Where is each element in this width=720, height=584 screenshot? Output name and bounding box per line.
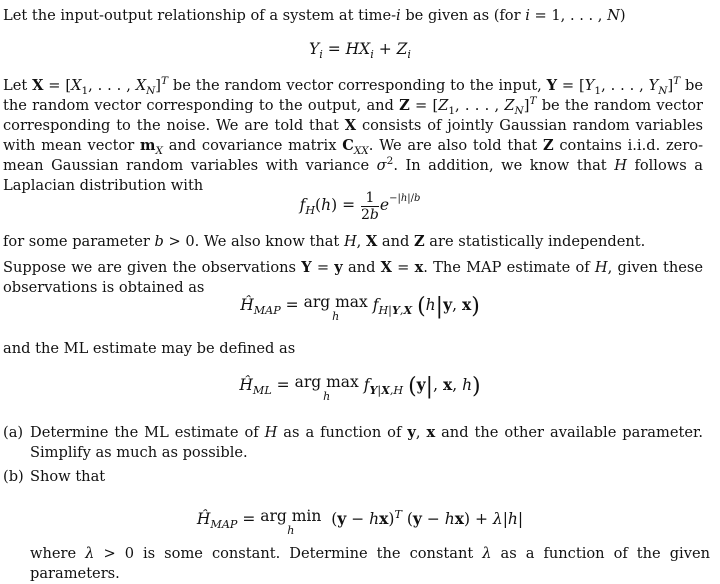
part-b-text: Show that bbox=[30, 468, 106, 485]
intro-text: Let the input-output relationship of a system at time-i be given as (for i = 1, . . . , N) bbox=[3, 7, 626, 24]
equation-map: $Ĥ_{MAP}$ = arg max h $f_{H|Y,X}$ (h|y, x) bbox=[240, 293, 480, 323]
intro-plain bbox=[0, 0, 1, 1]
eq-model-expr: $Y_i = HX_i + Z_i$ bbox=[309, 40, 411, 62]
intro-paragraph bbox=[3, 6, 703, 26]
part-a-label: (a) bbox=[3, 424, 24, 441]
equation-map-min: $Ĥ_{MAP}$ = arg min h (y − hx)$^T$ (y − hx) + λ|h| bbox=[196, 507, 524, 537]
part-a-text: Determine the ML estimate of H as a function of y, x and the other available parameter. Simplify as much as possible. bbox=[30, 424, 703, 461]
conclusion-paragraph: where λ > 0 is some constant. Determine the constant λ as a function of the given parameters. bbox=[30, 545, 711, 582]
part-b bbox=[3, 467, 703, 487]
equation-ml: $Ĥ_{ML}$ = arg max h $f_{Y|X,H}$ (y|, x, h) bbox=[239, 373, 481, 403]
param-condition-paragraph: for some parameter b > 0. We also know that H, X and Z are statistically independent. bbox=[3, 233, 646, 250]
equation-model bbox=[0, 38, 720, 60]
fraction: $\frac{1}{2b}$ bbox=[360, 189, 379, 223]
part-b-label: (b) bbox=[3, 468, 24, 485]
equation-laplace: $f_H(h)$ = $\frac{1}{2b}$ $e^{-|h|/b}$ bbox=[299, 189, 421, 223]
part-a bbox=[3, 423, 703, 463]
definitions-paragraph: Let $X = [X_1$, . . . , $X_N]^T$ be the random vector corresponding to the input, $Y = [Y_1$, . . . , $Y_N]^T$ be the random vector corresponding to the output, and $Z = [Z_1$, . . . , $Z_N]^T$ be the random vector corresponding to the noise. We are told that X consists of jointly Gaussian random variables with mean vector $m_X$ and covariance matrix $C_{XX}$. We are also told that Z contains i.i.d. zero-mean Gaussian random variables with variance $\sigma^2$. In addition, we know that H follows a Laplacian distribution with bbox=[3, 75, 704, 194]
observations-paragraph: Suppose we are given the observations Y = y and X = x. The MAP estimate of H, given these observations is obtained as bbox=[3, 259, 703, 296]
plain-text-copy bbox=[0, 0, 1, 1]
ml-intro-paragraph: and the ML estimate may be defined as bbox=[3, 340, 296, 357]
